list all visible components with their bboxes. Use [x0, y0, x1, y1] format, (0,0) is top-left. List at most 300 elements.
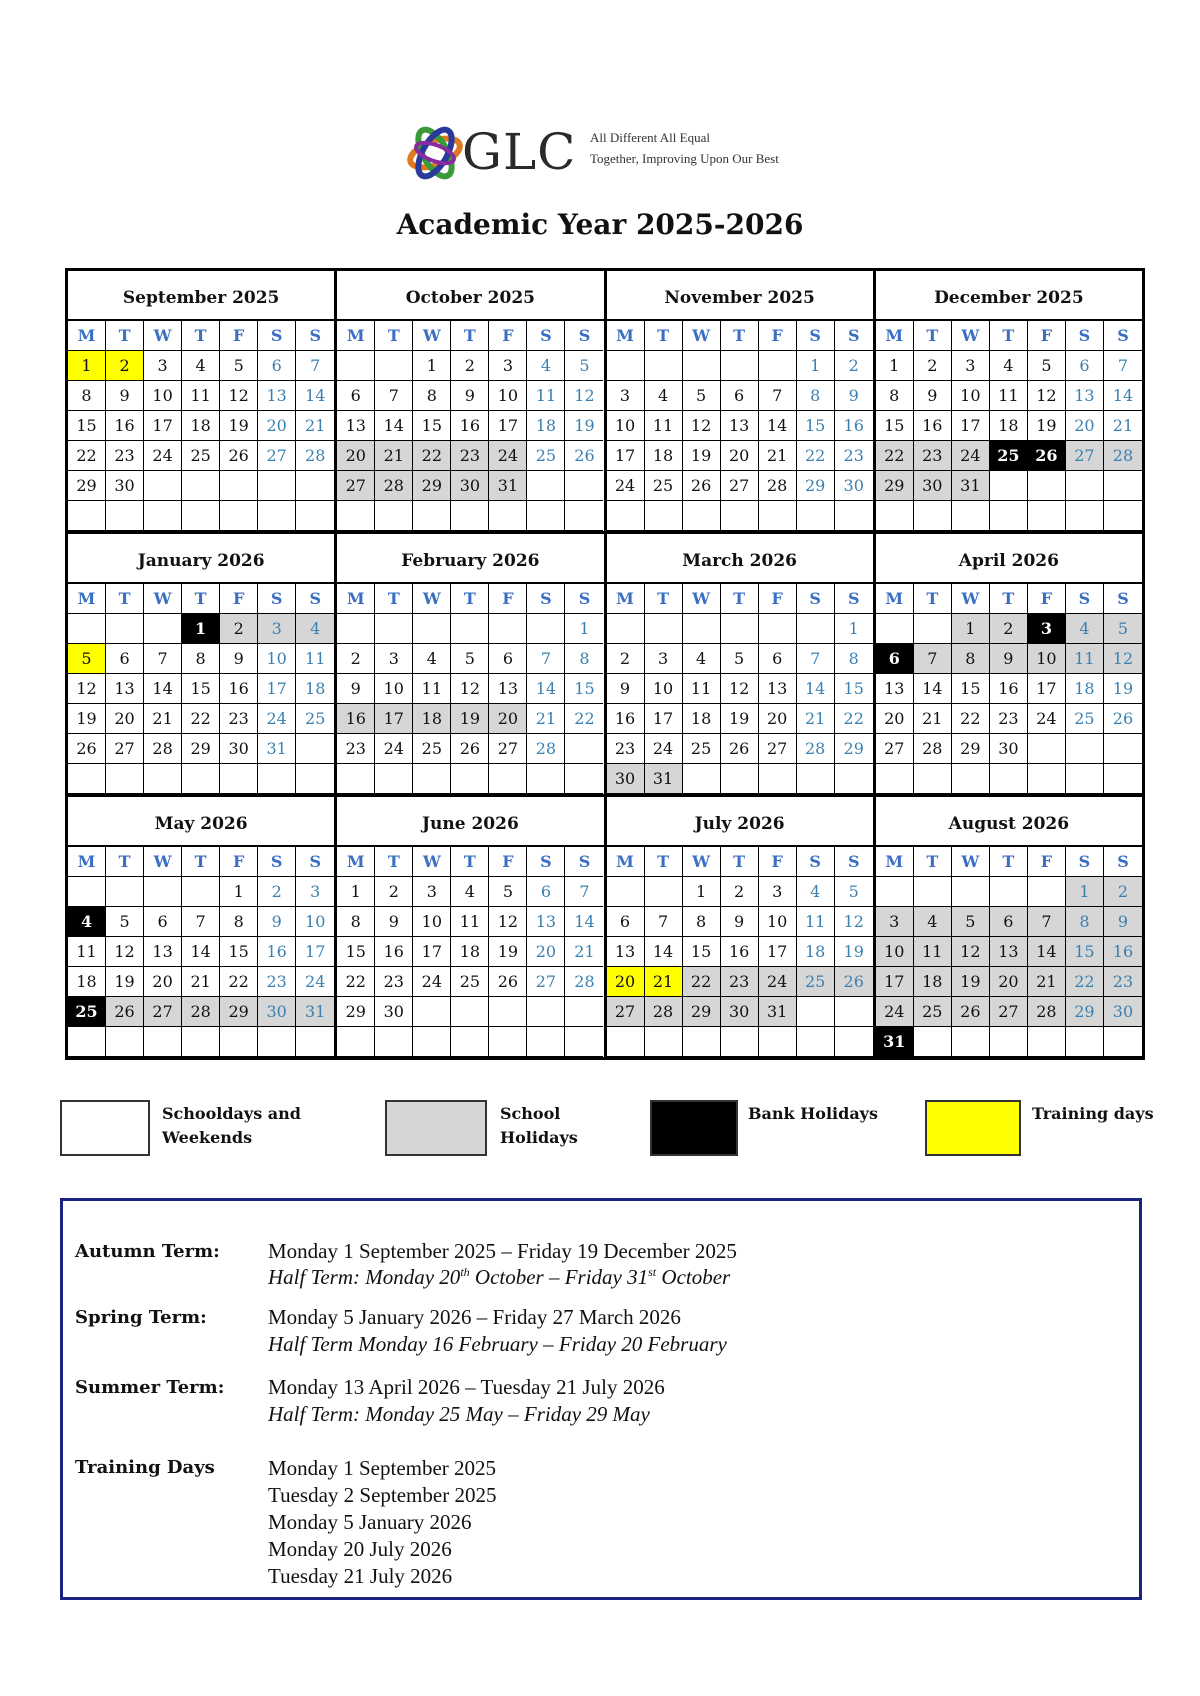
day-cell: 22: [876, 441, 914, 471]
weekday-header: W: [413, 321, 451, 351]
day-cell: 22: [797, 441, 835, 471]
day-cell: 30: [220, 734, 258, 764]
month-block: [337, 271, 603, 531]
weekday-header: F: [220, 584, 258, 614]
day-cell: 23: [914, 441, 952, 471]
day-cell: 6: [258, 351, 296, 381]
day-cell: 20: [1066, 411, 1104, 441]
legend-label-training-days: Training days: [1032, 1104, 1154, 1123]
day-cell: 19: [489, 937, 527, 967]
day-cell: 25: [527, 441, 565, 471]
empty-cell: [914, 501, 952, 531]
day-cell: 23: [607, 734, 645, 764]
day-cell: 22: [68, 441, 106, 471]
empty-cell: [68, 614, 106, 644]
weekday-header: M: [68, 847, 106, 877]
empty-cell: [683, 351, 721, 381]
day-cell: 25: [68, 997, 106, 1027]
day-cell: 9: [607, 674, 645, 704]
empty-cell: [759, 1027, 797, 1057]
empty-cell: [182, 501, 220, 531]
day-cell: 8: [876, 381, 914, 411]
day-cell: 9: [258, 907, 296, 937]
day-cell: 20: [144, 967, 182, 997]
day-cell: 13: [258, 381, 296, 411]
day-cell: 17: [1028, 674, 1066, 704]
weekday-header: M: [607, 584, 645, 614]
day-cell: 10: [759, 907, 797, 937]
day-cell: 22: [337, 967, 375, 997]
weekday-header: S: [797, 584, 835, 614]
day-cell: 21: [375, 441, 413, 471]
weekday-header: M: [337, 847, 375, 877]
empty-cell: [182, 1027, 220, 1057]
day-cell: 15: [220, 937, 258, 967]
day-cell: 31: [952, 471, 990, 501]
empty-cell: [683, 1027, 721, 1057]
weekday-header: S: [527, 321, 565, 351]
empty-cell: [721, 764, 759, 794]
day-cell: 26: [68, 734, 106, 764]
spring-half-term: Half Term Monday 16 February – Friday 20 February: [268, 1332, 727, 1356]
empty-cell: [876, 501, 914, 531]
month-block: [876, 271, 1142, 531]
day-cell: 14: [144, 674, 182, 704]
day-cell: 28: [645, 997, 683, 1027]
day-cell: 12: [68, 674, 106, 704]
day-cell: 27: [759, 734, 797, 764]
day-cell: 2: [914, 351, 952, 381]
day-cell: 10: [413, 907, 451, 937]
month-grid: [68, 584, 334, 794]
empty-cell: [683, 501, 721, 531]
day-cell: 23: [375, 967, 413, 997]
day-cell: 13: [876, 674, 914, 704]
empty-cell: [1104, 501, 1142, 531]
day-cell: 4: [413, 644, 451, 674]
day-cell: 28: [182, 997, 220, 1027]
empty-cell: [990, 501, 1028, 531]
day-cell: 23: [106, 441, 144, 471]
day-cell: 23: [258, 967, 296, 997]
day-cell: 5: [721, 644, 759, 674]
day-cell: 4: [1066, 614, 1104, 644]
month-grid: [876, 584, 1142, 794]
empty-cell: [565, 501, 603, 531]
weekday-header: W: [413, 584, 451, 614]
empty-cell: [220, 471, 258, 501]
weekday-header: S: [1066, 321, 1104, 351]
day-cell: 7: [182, 907, 220, 937]
empty-cell: [990, 471, 1028, 501]
day-cell: 13: [721, 411, 759, 441]
day-cell: 11: [413, 674, 451, 704]
day-cell: 27: [337, 471, 375, 501]
day-cell: 18: [296, 674, 334, 704]
day-cell: 2: [835, 351, 873, 381]
day-cell: 8: [952, 644, 990, 674]
empty-cell: [220, 501, 258, 531]
day-cell: 24: [645, 734, 683, 764]
day-cell: 5: [68, 644, 106, 674]
day-cell: 14: [565, 907, 603, 937]
day-cell: 16: [607, 704, 645, 734]
day-cell: 5: [220, 351, 258, 381]
legend-swatch-schooldays: [60, 1100, 150, 1156]
day-cell: 15: [565, 674, 603, 704]
day-cell: 8: [683, 907, 721, 937]
day-cell: 14: [296, 381, 334, 411]
empty-cell: [489, 614, 527, 644]
day-cell: 14: [1028, 937, 1066, 967]
day-cell: 20: [337, 441, 375, 471]
day-cell: 24: [296, 967, 334, 997]
day-cell: 24: [144, 441, 182, 471]
weekday-header: T: [451, 321, 489, 351]
empty-cell: [797, 997, 835, 1027]
day-cell: 25: [990, 441, 1028, 471]
weekday-header: F: [220, 321, 258, 351]
spring-term-dates: Monday 5 January 2026 – Friday 27 March 2026: [268, 1305, 681, 1329]
day-cell: 9: [914, 381, 952, 411]
day-cell: 7: [645, 907, 683, 937]
day-cell: 6: [337, 381, 375, 411]
day-cell: 30: [1104, 997, 1142, 1027]
day-cell: 27: [527, 967, 565, 997]
empty-cell: [797, 614, 835, 644]
day-cell: 25: [182, 441, 220, 471]
day-cell: 23: [337, 734, 375, 764]
empty-cell: [337, 501, 375, 531]
month-title: January 2026: [68, 534, 334, 584]
day-cell: 29: [1066, 997, 1104, 1027]
day-cell: 8: [797, 381, 835, 411]
empty-cell: [296, 734, 334, 764]
day-cell: 17: [144, 411, 182, 441]
logo-tagline-1: All Different All Equal: [590, 130, 710, 145]
empty-cell: [527, 471, 565, 501]
day-cell: 14: [759, 411, 797, 441]
day-cell: 14: [375, 411, 413, 441]
day-cell: 8: [68, 381, 106, 411]
day-cell: 21: [296, 411, 334, 441]
day-cell: 5: [1104, 614, 1142, 644]
weekday-header: S: [835, 584, 873, 614]
empty-cell: [952, 764, 990, 794]
day-cell: 22: [952, 704, 990, 734]
weekday-header: M: [337, 321, 375, 351]
weekday-header: F: [220, 847, 258, 877]
weekday-header: T: [451, 584, 489, 614]
day-cell: 14: [182, 937, 220, 967]
empty-cell: [645, 1027, 683, 1057]
day-cell: 24: [876, 997, 914, 1027]
day-cell: 10: [607, 411, 645, 441]
empty-cell: [1104, 764, 1142, 794]
day-cell: 15: [797, 411, 835, 441]
legend-swatch-school-holidays: [385, 1100, 487, 1156]
day-cell: 10: [296, 907, 334, 937]
day-cell: 31: [489, 471, 527, 501]
day-cell: 5: [1028, 351, 1066, 381]
day-cell: 25: [914, 997, 952, 1027]
day-cell: 19: [451, 704, 489, 734]
weekday-header: S: [527, 847, 565, 877]
day-cell: 13: [144, 937, 182, 967]
empty-cell: [759, 351, 797, 381]
empty-cell: [1066, 764, 1104, 794]
empty-cell: [607, 614, 645, 644]
month-block: [607, 271, 873, 531]
weekday-header: S: [565, 584, 603, 614]
day-cell: 10: [645, 674, 683, 704]
day-cell: 6: [106, 644, 144, 674]
day-cell: 30: [607, 764, 645, 794]
day-cell: 21: [565, 937, 603, 967]
empty-cell: [990, 877, 1028, 907]
empty-cell: [1104, 734, 1142, 764]
empty-cell: [914, 614, 952, 644]
weekday-header: M: [876, 847, 914, 877]
day-cell: 27: [607, 997, 645, 1027]
day-cell: 27: [876, 734, 914, 764]
empty-cell: [413, 764, 451, 794]
day-cell: 4: [296, 614, 334, 644]
day-cell: 26: [835, 967, 873, 997]
empty-cell: [337, 764, 375, 794]
empty-cell: [106, 614, 144, 644]
day-cell: 2: [1104, 877, 1142, 907]
day-cell: 8: [835, 644, 873, 674]
empty-cell: [527, 614, 565, 644]
day-cell: 23: [990, 704, 1028, 734]
weekday-header: T: [914, 321, 952, 351]
summer-term-dates: Monday 13 April 2026 – Tuesday 21 July 2026: [268, 1375, 665, 1399]
day-cell: 4: [451, 877, 489, 907]
empty-cell: [489, 501, 527, 531]
weekday-header: T: [451, 847, 489, 877]
weekday-header: F: [759, 584, 797, 614]
day-cell: 9: [1104, 907, 1142, 937]
day-cell: 28: [797, 734, 835, 764]
day-cell: 27: [106, 734, 144, 764]
empty-cell: [106, 877, 144, 907]
weekday-header: S: [1104, 321, 1142, 351]
empty-cell: [607, 351, 645, 381]
empty-cell: [68, 764, 106, 794]
weekday-header: S: [258, 321, 296, 351]
day-cell: 17: [952, 411, 990, 441]
day-cell: 9: [835, 381, 873, 411]
empty-cell: [565, 1027, 603, 1057]
day-cell: 6: [876, 644, 914, 674]
day-cell: 13: [527, 907, 565, 937]
day-cell: 8: [220, 907, 258, 937]
empty-cell: [721, 501, 759, 531]
day-cell: 28: [759, 471, 797, 501]
training-day-5: Tuesday 21 July 2026: [268, 1564, 453, 1588]
day-cell: 7: [375, 381, 413, 411]
weekday-header: T: [375, 584, 413, 614]
weekday-header: F: [1028, 584, 1066, 614]
day-cell: 6: [990, 907, 1028, 937]
day-cell: 26: [451, 734, 489, 764]
empty-cell: [489, 997, 527, 1027]
day-cell: 2: [258, 877, 296, 907]
day-cell: 12: [721, 674, 759, 704]
empty-cell: [144, 471, 182, 501]
empty-cell: [683, 764, 721, 794]
month-block: [607, 797, 873, 1057]
weekday-header: S: [797, 321, 835, 351]
empty-cell: [337, 614, 375, 644]
weekday-header: W: [413, 847, 451, 877]
day-cell: 2: [337, 644, 375, 674]
weekday-header: S: [258, 847, 296, 877]
weekday-header: T: [914, 847, 952, 877]
legend-label-bank-holidays: Bank Holidays: [748, 1104, 878, 1123]
day-cell: 19: [835, 937, 873, 967]
day-cell: 19: [952, 967, 990, 997]
day-cell: 5: [952, 907, 990, 937]
empty-cell: [296, 471, 334, 501]
weekday-header: S: [835, 847, 873, 877]
empty-cell: [527, 501, 565, 531]
day-cell: 15: [683, 937, 721, 967]
day-cell: 17: [607, 441, 645, 471]
day-cell: 8: [565, 644, 603, 674]
day-cell: 26: [683, 471, 721, 501]
weekday-header: T: [106, 847, 144, 877]
day-cell: 18: [990, 411, 1028, 441]
day-cell: 28: [1104, 441, 1142, 471]
empty-cell: [296, 1027, 334, 1057]
day-cell: 18: [797, 937, 835, 967]
empty-cell: [106, 1027, 144, 1057]
weekday-header: T: [721, 584, 759, 614]
day-cell: 5: [489, 877, 527, 907]
month-grid: [876, 321, 1142, 531]
weekday-header: T: [182, 847, 220, 877]
day-cell: 3: [759, 877, 797, 907]
empty-cell: [565, 471, 603, 501]
empty-cell: [1028, 877, 1066, 907]
autumn-half-term: Half Term: Monday 20th October – Friday 31st October: [268, 1265, 731, 1289]
day-cell: 22: [835, 704, 873, 734]
summer-half-term: Half Term: Monday 25 May – Friday 29 May: [268, 1402, 650, 1426]
day-cell: 29: [683, 997, 721, 1027]
day-cell: 27: [721, 471, 759, 501]
month-title: August 2026: [876, 797, 1142, 847]
day-cell: 9: [375, 907, 413, 937]
empty-cell: [1028, 734, 1066, 764]
day-cell: 2: [607, 644, 645, 674]
empty-cell: [375, 1027, 413, 1057]
day-cell: 25: [413, 734, 451, 764]
empty-cell: [527, 764, 565, 794]
day-cell: 31: [258, 734, 296, 764]
empty-cell: [489, 1027, 527, 1057]
day-cell: 3: [144, 351, 182, 381]
day-cell: 21: [645, 967, 683, 997]
day-cell: 17: [258, 674, 296, 704]
day-cell: 20: [721, 441, 759, 471]
day-cell: 18: [182, 411, 220, 441]
weekday-header: S: [296, 321, 334, 351]
day-cell: 11: [527, 381, 565, 411]
day-cell: 30: [914, 471, 952, 501]
training-day-4: Monday 20 July 2026: [268, 1537, 452, 1561]
month-block: [68, 534, 334, 794]
day-cell: 21: [759, 441, 797, 471]
weekday-header: T: [990, 321, 1028, 351]
day-cell: 24: [759, 967, 797, 997]
empty-cell: [220, 1027, 258, 1057]
day-cell: 20: [106, 704, 144, 734]
day-cell: 14: [914, 674, 952, 704]
day-cell: 30: [990, 734, 1028, 764]
empty-cell: [835, 764, 873, 794]
day-cell: 29: [182, 734, 220, 764]
day-cell: 1: [876, 351, 914, 381]
empty-cell: [144, 1027, 182, 1057]
empty-cell: [759, 501, 797, 531]
day-cell: 12: [565, 381, 603, 411]
weekday-header: F: [759, 321, 797, 351]
day-cell: 3: [952, 351, 990, 381]
month-block: [68, 271, 334, 531]
day-cell: 9: [220, 644, 258, 674]
day-cell: 27: [990, 997, 1028, 1027]
day-cell: 2: [721, 877, 759, 907]
day-cell: 16: [220, 674, 258, 704]
empty-cell: [835, 1027, 873, 1057]
empty-cell: [413, 997, 451, 1027]
empty-cell: [182, 471, 220, 501]
month-grid: [607, 847, 873, 1057]
day-cell: 18: [645, 441, 683, 471]
legend-label-school-holidays: School Holidays: [500, 1104, 578, 1147]
month-title: October 2025: [337, 271, 603, 321]
empty-cell: [952, 877, 990, 907]
month-title: July 2026: [607, 797, 873, 847]
day-cell: 22: [683, 967, 721, 997]
empty-cell: [1104, 1027, 1142, 1057]
day-cell: 13: [106, 674, 144, 704]
empty-cell: [375, 764, 413, 794]
day-cell: 17: [759, 937, 797, 967]
weekday-header: W: [683, 584, 721, 614]
day-cell: 20: [607, 967, 645, 997]
empty-cell: [144, 764, 182, 794]
day-cell: 12: [106, 937, 144, 967]
month-title: March 2026: [607, 534, 873, 584]
empty-cell: [1066, 471, 1104, 501]
day-cell: 24: [607, 471, 645, 501]
day-cell: 25: [683, 734, 721, 764]
day-cell: 29: [876, 471, 914, 501]
glc-star-logo-icon: [400, 115, 470, 195]
day-cell: 5: [683, 381, 721, 411]
day-cell: 17: [375, 704, 413, 734]
day-cell: 19: [220, 411, 258, 441]
day-cell: 11: [68, 937, 106, 967]
empty-cell: [914, 877, 952, 907]
day-cell: 16: [375, 937, 413, 967]
weekday-header: W: [683, 847, 721, 877]
empty-cell: [68, 877, 106, 907]
month-title: April 2026: [876, 534, 1142, 584]
